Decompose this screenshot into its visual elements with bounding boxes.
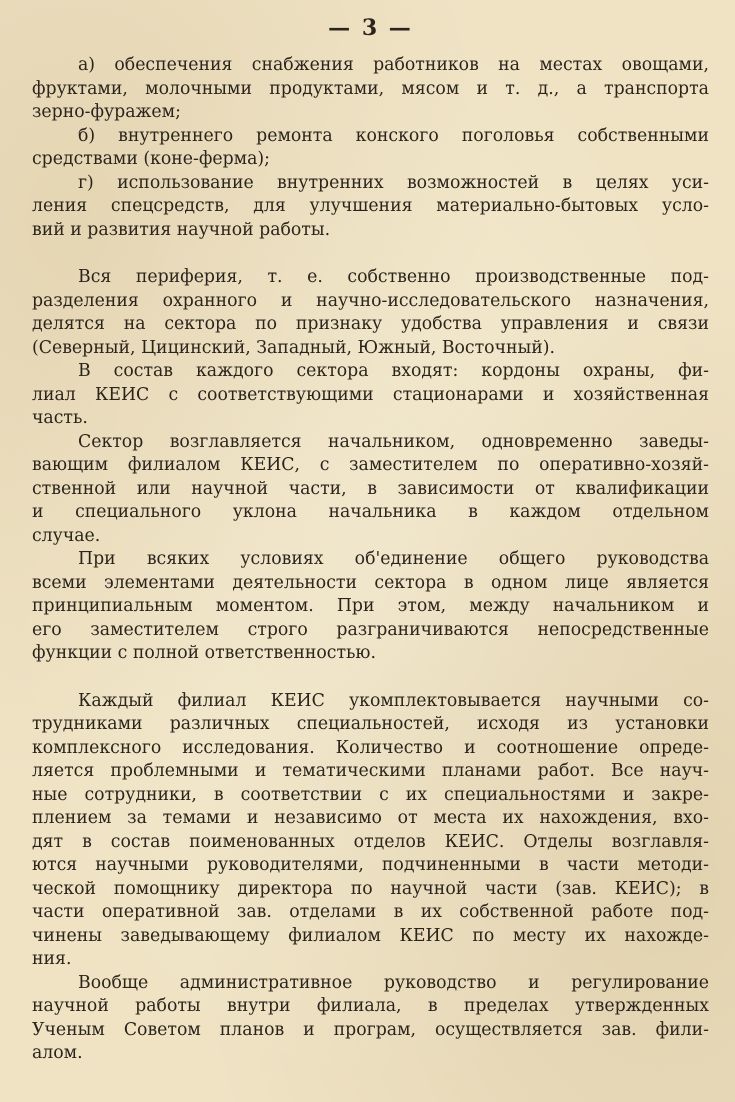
paragraph-administrative-management xyxy=(32,972,709,1066)
paragraph-gap xyxy=(32,666,709,690)
text-line: плением за темами и независимо от места их нахождения, вхо- xyxy=(32,808,709,828)
text-line: Ученым Советом планов и програм, осуществляется зав. фили- xyxy=(32,1019,709,1040)
text-line: части оперативной зав. отделами в их собственной работе под- xyxy=(32,902,709,922)
text-line: средствами (коне-ферма); xyxy=(32,149,270,169)
text-line: комплексного исследования. Количество и соотношение опреде- xyxy=(32,737,709,758)
text-line: всеми элементами деятельности сектора в одном лице является xyxy=(32,572,709,593)
text-line: ляется проблемными и тематическими планами работ. Все науч- xyxy=(32,761,709,781)
text-line: трудниками различных специальностей, исходя из установки xyxy=(32,714,709,734)
text-line: а) обеспечения снабжения работников на местах овощами, xyxy=(78,55,709,75)
paragraph-periphery xyxy=(32,266,709,360)
text-line: ственной или научной части, в зависимости от квалификации xyxy=(32,478,709,499)
text-line: чинены заведывающему филиалом КЕИС по месту их нахожде- xyxy=(32,925,709,946)
text-line: ческой помощнику директора по научной части (зав. КЕИС); в xyxy=(32,878,709,899)
text-line: зерно-фуражем; xyxy=(32,102,181,122)
text-line: фруктами, молочными продуктами, мясом и т. д., а транспорта xyxy=(32,78,709,99)
text-line: дят в состав поименованных отделов КЕИС. Отделы возглавля- xyxy=(32,831,709,852)
text-line: В состав каждого сектора входят: кордоны охраны, фи- xyxy=(78,361,709,381)
paragraph-a xyxy=(32,54,709,125)
text-line: научной работы внутри филиала, в пределах утвержденных xyxy=(32,996,709,1016)
text-line: Сектор возглавляется начальником, одновременно заведы- xyxy=(78,431,709,452)
page-number: — 3 — xyxy=(328,15,413,41)
text-line: ются научными руководителями, подчиненными в части методи- xyxy=(32,855,709,875)
document-body xyxy=(32,54,709,1066)
text-line: Вся периферия, т. е. собственно производственные под- xyxy=(78,267,709,287)
text-line: Каждый филиал КЕИС укомплектовывается научными со- xyxy=(78,690,709,711)
paragraph-unified-leadership xyxy=(32,548,709,666)
text-line: вающим филиалом КЕИС, с заместителем по оперативно-хозяй- xyxy=(32,455,709,475)
paragraph-sector-composition xyxy=(32,360,709,431)
text-line: функции с полной ответственностью. xyxy=(32,643,376,663)
text-line: б) внутреннего ремонта конского поголовья собственными xyxy=(78,125,709,146)
text-line: и специального уклона начальника в каждом отдельном xyxy=(32,502,709,522)
text-line: принципиальным моментом. При этом, между начальником и xyxy=(32,596,709,616)
text-line: г) использование внутренних возможностей в целях уси- xyxy=(78,172,709,193)
text-line: ные сотрудники, в соответствии с их специальностями и закре- xyxy=(32,784,709,805)
text-line: (Северный, Цицинский, Западный, Южный, Восточный). xyxy=(32,337,556,358)
text-line: вий и развития научной работы. xyxy=(32,219,331,240)
text-line: часть. xyxy=(32,408,88,428)
text-line: случае. xyxy=(32,525,101,546)
paragraph-gap xyxy=(32,242,709,266)
text-line: ния. xyxy=(32,949,72,969)
paragraph-sector-head xyxy=(32,431,709,549)
paragraph-b xyxy=(32,125,709,172)
text-line: его заместителем строго разграничиваются непосредственные xyxy=(32,619,709,640)
text-line: При всяких условиях об'единение общего руководства xyxy=(78,549,709,569)
paragraph-branch-staffing xyxy=(32,690,709,972)
text-line: лиал КЕИС с соответствующими стационарами и хозяйственная xyxy=(32,384,709,405)
paragraph-g xyxy=(32,172,709,243)
text-line: Вообще административное руководство и регулирование xyxy=(78,972,709,993)
text-line: разделения охранного и научно-исследовательского назначения, xyxy=(32,290,709,311)
text-line: ления спецсредств, для улучшения материально-бытовых усло- xyxy=(32,196,709,216)
text-line: алом. xyxy=(32,1043,83,1063)
text-line: делятся на сектора по признаку удобства управления и связи xyxy=(32,314,709,334)
